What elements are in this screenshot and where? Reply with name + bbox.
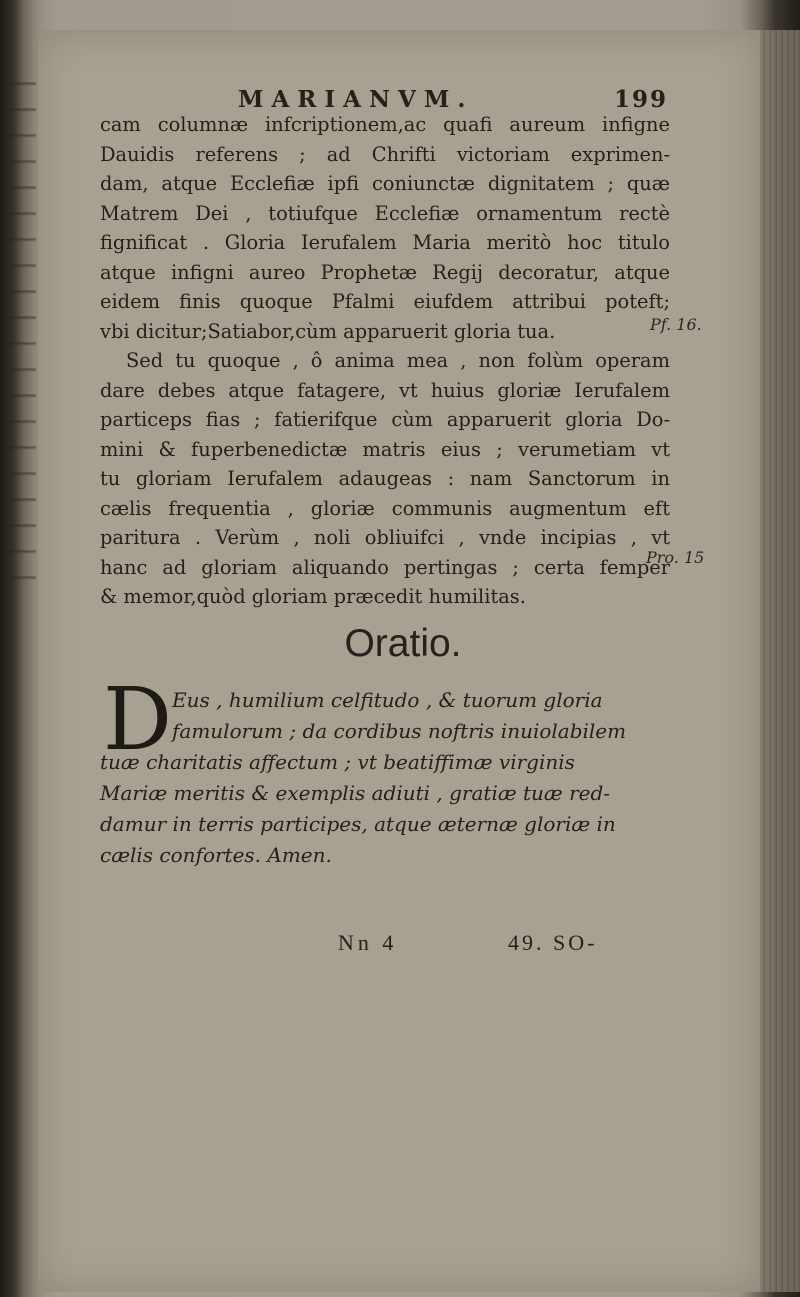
body-line: fignificat . Gloria Ierufalem Maria meritò hoc titulo (100, 231, 670, 254)
body-line: Dauidis referens ; ad Chrifti victoriam exprimen- (100, 142, 670, 166)
page-edges-right (760, 30, 800, 1292)
body-line: dare debes atque fatagere, vt huius gloriæ Ierufalem (100, 378, 670, 402)
body-line: mini & fuperbenedictæ matris eius ; verumetiam vt (100, 437, 670, 461)
body-line: atque infigni aureo Prophetæ Regij decoratur, atque (100, 260, 670, 284)
prayer-line: famulorum ; da cordibus noftris inuiolabilem (172, 719, 627, 743)
page-sheet (38, 30, 760, 1292)
body-line: Matrem Dei , totiufque Ecclefiæ ornamentum rectè (100, 201, 670, 225)
prayer-line: Mariæ meritis & exemplis adiuti , gratiæ tuæ red- (100, 781, 611, 805)
body-line: dam, atque Ecclefiæ ipfi coniunctæ dignitatem ; quæ (100, 172, 670, 195)
body-line: particeps fias ; fatierifque cùm apparuerit gloria Do- (100, 408, 670, 431)
signature-mark: Nn 4 (338, 930, 398, 955)
prayer-line: tuæ charitatis affectum ; vt beatiffimæ virginis (100, 750, 575, 774)
running-title: MARIANVM. (238, 86, 474, 113)
prayer-line: Eus , humilium celfitudo , & tuorum gloria (172, 688, 603, 712)
body-line: eidem finis quoque Pfalmi eiufdem attribui poteft; (100, 290, 670, 313)
prayer-line: damur in terris participes, atque æternæ gloriæ in (100, 812, 616, 836)
prayer-line: cælis confortes. Amen. (100, 843, 332, 867)
oratio-heading: Oratio. (344, 622, 462, 665)
margin-note-psalm: Pf. 16. (650, 315, 702, 334)
page-edge-marks (0, 60, 36, 580)
body-line: Sed tu quoque , ô anima mea , non folùm operam (126, 349, 670, 372)
catchword: 49. SO- (508, 930, 598, 955)
page-number: 199 (613, 86, 668, 113)
drop-cap: D (103, 670, 172, 770)
margin-note-proverbs: Pro. 15 (646, 548, 705, 567)
body-line: hanc ad gloriam aliquando pertingas ; certa femper (100, 555, 670, 579)
body-line: paritura . Verùm , noli obliuifci , vnde incipias , vt (100, 526, 670, 549)
page-footer (38, 930, 760, 960)
body-line: cam columnæ infcriptionem,ac quafi aureum infigne (100, 113, 670, 136)
body-line: tu gloriam Ierufalem adaugeas : nam Sanctorum in (100, 467, 670, 490)
prayer-text (100, 670, 675, 871)
body-line: cælis frequentia , gloriæ communis augmentum eft (100, 496, 670, 520)
body-line: & memor,quòd gloriam præcedit humilitas. (100, 585, 526, 608)
body-text (100, 110, 670, 612)
body-line: vbi dicitur;Satiabor,cùm apparuerit gloria tua. (100, 319, 556, 343)
